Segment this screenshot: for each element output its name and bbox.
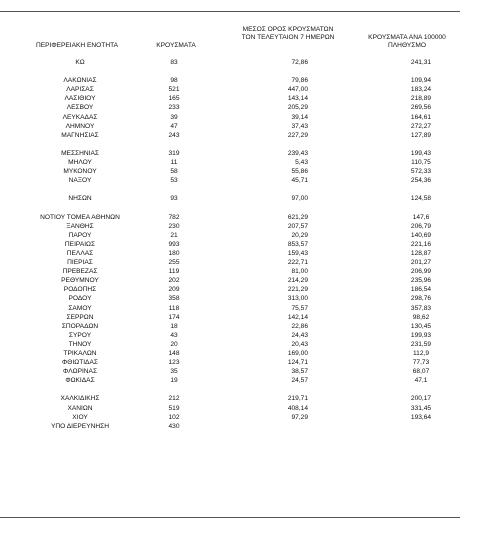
region-cell: ΛΕΥΚΑΔΑΣ <box>62 113 98 121</box>
table-spacer-row <box>0 385 491 394</box>
avg-cell: 221,29 <box>287 286 308 294</box>
table-row <box>0 58 491 67</box>
table-row <box>0 376 491 385</box>
table-row <box>0 103 491 112</box>
table-row <box>0 358 491 367</box>
avg-cell: 222,71 <box>287 259 308 267</box>
per100k-cell: 77,73 <box>412 359 430 367</box>
per100k-cell: 206,99 <box>410 268 432 276</box>
region-cell: ΝΗΣΩΝ <box>68 195 92 203</box>
per100k-cell: 241,31 <box>410 59 432 66</box>
per100k-cell: 269,56 <box>410 104 432 112</box>
avg-cell: 124,71 <box>287 359 308 367</box>
header-per-line2: ΠΛΗΘΥΣΜΟ <box>388 42 426 49</box>
table-row <box>0 194 491 203</box>
header-avg-line1: ΜΕΣΟΣ ΟΡΟΣ ΚΡΟΥΣΜΑΤΩΝ <box>242 26 334 33</box>
cases-cell: 83 <box>170 59 178 66</box>
avg-cell: 207,57 <box>287 222 308 230</box>
header-avg-7-days <box>232 26 344 42</box>
table-spacer-row <box>0 140 491 149</box>
region-cell: ΧΑΛΚΙΔΙΚΗΣ <box>60 395 100 403</box>
region-cell: ΛΑΡΙΣΑΣ <box>66 86 94 94</box>
header-cases: ΚΡΟΥΣΜΑΤΑ <box>156 42 196 49</box>
avg-cell: 159,43 <box>287 249 308 257</box>
region-cell: ΛΗΜΝΟΥ <box>65 122 95 130</box>
region-cell: ΠΙΕΡΙΑΣ <box>67 259 93 267</box>
cases-cell: 202 <box>168 277 180 285</box>
region-cell: ΦΘΙΩΤΙΔΑΣ <box>62 359 98 367</box>
region-cell: ΥΠΟ ΔΙΕΡΕΥΝΗΣΗ <box>51 422 109 430</box>
per100k-cell: 231,59 <box>410 340 432 348</box>
region-cell: ΜΥΚΟΝΟΥ <box>63 168 97 176</box>
per100k-cell: 200,17 <box>410 395 432 403</box>
avg-cell: 22,86 <box>291 322 308 330</box>
per100k-cell: 112,9 <box>412 350 429 357</box>
table-row <box>0 331 491 340</box>
avg-cell: 205,29 <box>287 104 308 112</box>
table-row <box>0 231 491 240</box>
table-row <box>0 404 491 413</box>
cases-cell: 93 <box>170 195 178 203</box>
region-cell: ΡΕΘΥΜΝΟΥ <box>61 277 99 285</box>
avg-cell: 408,14 <box>287 404 308 412</box>
per100k-cell: 199,43 <box>410 149 432 157</box>
cases-cell: 102 <box>168 413 180 421</box>
table-row <box>0 249 491 258</box>
avg-cell: 227,29 <box>287 131 308 139</box>
region-cell: ΤΡΙΚΑΛΩΝ <box>63 350 97 357</box>
per100k-cell: 221,16 <box>410 240 432 248</box>
avg-cell: 37,43 <box>291 122 308 130</box>
table-row <box>0 76 491 85</box>
per100k-cell: 193,64 <box>410 413 432 421</box>
table-row <box>0 367 491 376</box>
top-rule <box>0 11 460 12</box>
region-cell: ΡΟΔΟΠΗΣ <box>63 286 97 294</box>
region-cell: ΣΥΡΟΥ <box>68 331 92 339</box>
table-row <box>0 258 491 267</box>
avg-cell: 447,00 <box>287 86 308 94</box>
cases-cell: 212 <box>168 395 180 403</box>
region-cell: ΣΑΜΟΥ <box>68 304 92 312</box>
avg-cell: 214,29 <box>287 277 308 285</box>
per100k-cell: 298,76 <box>410 295 432 303</box>
region-cell: ΜΑΓΝΗΣΙΑΣ <box>61 131 99 139</box>
cases-cell: 21 <box>170 231 178 239</box>
cases-cell: 230 <box>168 222 180 230</box>
avg-cell: 239,43 <box>287 149 308 157</box>
table-row <box>0 276 491 285</box>
per100k-cell: 128,87 <box>410 249 432 257</box>
per100k-cell: 254,36 <box>410 177 432 185</box>
table-row <box>0 313 491 322</box>
table-row <box>0 113 491 122</box>
cases-cell: 148 <box>168 350 180 357</box>
cases-cell: 47 <box>170 122 178 130</box>
header-avg-line2: ΤΟΝ ΤΕΛΕΥΤΑΙΟΝ 7 ΗΜΕΡΩΝ <box>241 34 335 41</box>
cases-cell: 35 <box>170 368 178 376</box>
region-cell: ΦΩΚΙΔΑΣ <box>65 377 95 385</box>
region-cell: ΧΙΟΥ <box>72 413 88 421</box>
cases-cell: 174 <box>168 313 180 321</box>
avg-cell: 313,00 <box>287 295 308 303</box>
per100k-cell: 206,79 <box>410 222 432 230</box>
cases-cell: 98 <box>170 77 178 85</box>
cases-cell: 243 <box>168 131 180 139</box>
avg-cell: 24,43 <box>291 331 308 339</box>
region-cell: ΛΕΣΒΟΥ <box>66 104 94 112</box>
cases-cell: 180 <box>168 249 180 257</box>
table-spacer-row <box>0 67 491 76</box>
table-spacer-row <box>0 204 491 213</box>
table-spacer-row <box>0 185 491 194</box>
per100k-cell: 572,33 <box>410 168 432 176</box>
cases-cell: 119 <box>168 268 180 276</box>
region-cell: ΠΡΕΒΕΖΑΣ <box>62 268 98 276</box>
avg-cell: 38,57 <box>291 368 308 376</box>
table-row <box>0 394 491 403</box>
avg-cell: 24,57 <box>291 377 308 385</box>
per100k-cell: 110,75 <box>411 159 431 167</box>
per100k-cell: 201,27 <box>410 259 432 267</box>
table-row <box>0 267 491 276</box>
per100k-cell: 218,89 <box>410 95 432 103</box>
region-cell: ΣΕΡΡΩΝ <box>66 313 94 321</box>
table-row <box>0 167 491 176</box>
table-row <box>0 222 491 231</box>
cases-cell: 358 <box>168 295 180 303</box>
table-row <box>0 349 491 358</box>
cases-cell: 430 <box>168 422 180 430</box>
cases-cell: 20 <box>170 340 178 348</box>
cases-cell: 233 <box>168 104 180 112</box>
avg-cell: 72,86 <box>291 59 308 66</box>
cases-cell: 521 <box>168 86 180 94</box>
avg-cell: 143,14 <box>287 95 308 103</box>
per100k-cell: 186,54 <box>410 286 432 294</box>
avg-cell: 97,00 <box>291 195 308 203</box>
per100k-cell: 235,96 <box>410 277 432 285</box>
per100k-cell: 47,1 <box>414 377 428 385</box>
avg-cell: 20,29 <box>291 231 308 239</box>
region-cell: ΞΑΝΘΗΣ <box>66 222 94 230</box>
cases-cell: 319 <box>168 149 180 157</box>
table-row <box>0 240 491 249</box>
per100k-cell: 357,83 <box>410 304 432 312</box>
avg-cell: 5,43 <box>295 159 308 167</box>
region-cell: ΝΟΤΙΟΥ ΤΟΜΕΑ ΑΘΗΝΩΝ <box>40 213 120 221</box>
header-region: ΠΕΡΙΦΕΡΕΙΑΚΗ ΕΝΟΤΗΤΑ <box>35 42 119 49</box>
cases-cell: 209 <box>168 286 180 294</box>
per100k-cell: 109,94 <box>410 77 432 85</box>
cases-cell: 43 <box>170 331 178 339</box>
table-row <box>0 122 491 131</box>
region-cell: ΣΠΟΡΑΔΩΝ <box>61 322 99 330</box>
table-row <box>0 294 491 303</box>
cases-cell: 18 <box>170 322 178 330</box>
per100k-cell: 199,93 <box>410 331 432 339</box>
table-row <box>0 158 491 167</box>
header-per-100k <box>355 34 459 50</box>
table-row <box>0 340 491 349</box>
table-row <box>0 285 491 294</box>
table-row <box>0 131 491 140</box>
cases-cell: 118 <box>168 304 180 312</box>
region-cell: ΠΑΡΟΥ <box>68 231 92 239</box>
avg-cell: 55,86 <box>291 168 308 176</box>
avg-cell: 169,00 <box>287 350 308 357</box>
table-row <box>0 176 491 185</box>
avg-cell: 219,71 <box>287 395 308 403</box>
bottom-rule <box>0 517 460 518</box>
avg-cell: 79,86 <box>291 77 308 85</box>
per100k-cell: 272,27 <box>410 122 432 130</box>
cases-cell: 53 <box>170 177 178 185</box>
table-row <box>0 85 491 94</box>
avg-cell: 142,14 <box>287 313 308 321</box>
per100k-cell: 140,69 <box>410 231 432 239</box>
per100k-cell: 127,89 <box>410 131 432 139</box>
cases-cell: 58 <box>170 168 178 176</box>
per100k-cell: 331,45 <box>410 404 432 412</box>
region-cell: ΧΑΝΙΩΝ <box>67 404 93 412</box>
table-row <box>0 322 491 331</box>
region-cell: ΦΛΩΡΙΝΑΣ <box>62 368 98 376</box>
avg-cell: 20,43 <box>291 340 308 348</box>
data-table <box>0 58 491 431</box>
avg-cell: 39,14 <box>291 113 308 121</box>
cases-cell: 165 <box>168 95 180 103</box>
table-row <box>0 94 491 103</box>
region-cell: ΚΩ <box>75 59 85 66</box>
cases-cell: 39 <box>170 113 178 121</box>
avg-cell: 621,29 <box>287 213 308 221</box>
region-cell: ΡΟΔΟΥ <box>68 295 92 303</box>
cases-cell: 123 <box>168 359 180 367</box>
region-cell: ΜΗΛΟΥ <box>68 159 92 167</box>
table-row <box>0 304 491 313</box>
cases-cell: 519 <box>168 404 180 412</box>
avg-cell: 75,57 <box>291 304 308 312</box>
table-row <box>0 213 491 222</box>
per100k-cell: 68,07 <box>412 368 430 376</box>
cases-cell: 782 <box>168 213 180 221</box>
per100k-cell: 164,61 <box>410 113 432 121</box>
table-row <box>0 149 491 158</box>
cases-cell: 255 <box>168 259 180 267</box>
region-cell: ΜΕΣΣΗΝΙΑΣ <box>61 149 99 157</box>
region-cell: ΠΕΛΛΑΣ <box>66 249 94 257</box>
cases-cell: 11 <box>170 159 178 167</box>
avg-cell: 45,71 <box>291 177 308 185</box>
per100k-cell: 183,24 <box>410 86 432 94</box>
region-cell: ΤΗΝΟΥ <box>68 340 92 348</box>
region-cell: ΝΑΞΟΥ <box>68 177 92 185</box>
avg-cell: 97,29 <box>291 413 308 421</box>
cases-cell: 19 <box>170 377 178 385</box>
per100k-cell: 147,6 <box>412 213 430 221</box>
table-row <box>0 413 491 422</box>
table-row <box>0 422 491 431</box>
per100k-cell: 124,58 <box>410 195 432 203</box>
per100k-cell: 98,62 <box>412 313 430 321</box>
avg-cell: 81,00 <box>291 268 308 276</box>
region-cell: ΠΕΙΡΑΙΩΣ <box>64 240 96 248</box>
per100k-cell: 130,45 <box>410 322 432 330</box>
header-per-line1: ΚΡΟΥΣΜΑΤΑ ΑΝΑ 100000 <box>368 34 446 41</box>
cases-cell: 993 <box>168 240 180 248</box>
avg-cell: 853,57 <box>287 240 308 248</box>
region-cell: ΛΑΣΙΘΙΟΥ <box>64 95 96 103</box>
region-cell: ΛΑΚΩΝΙΑΣ <box>63 77 97 85</box>
